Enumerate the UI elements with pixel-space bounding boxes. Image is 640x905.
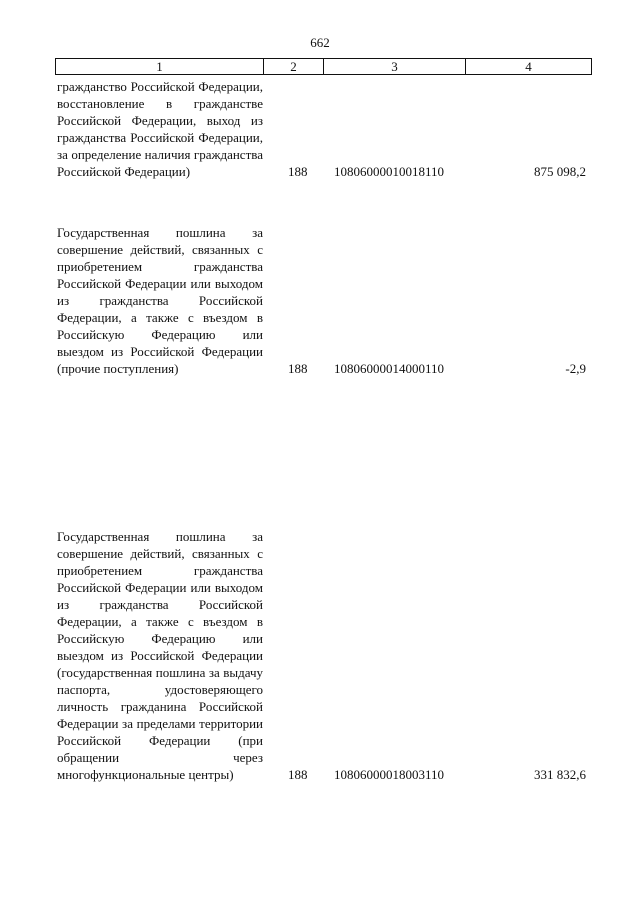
amount: 331 832,6 xyxy=(534,767,586,782)
column-header-1: 1 xyxy=(56,59,264,74)
row-description: Государственная пошлина за совершение действий, связанных с приобретением гражданства Российской Федерации или выходом из гражданства Российской Федерации, а также с въездом в Российскую Федерацию или выездом из Российской Федерации (прочие поступления) xyxy=(57,225,263,376)
budget-code: 10806000010018110 xyxy=(334,164,445,179)
row-description: гражданство Российской Федерации, восстановление в гражданстве Российской Федерации, выход из гражданства Российской Федерации, за определение наличия гражданства Российской Федерации) xyxy=(57,79,263,179)
column-header-4: 4 xyxy=(525,59,532,74)
budget-code: 10806000014000110 xyxy=(334,361,445,376)
table-row xyxy=(57,528,590,783)
column-header-2: 2 xyxy=(264,59,324,74)
row-description: Государственная пошлина за совершение действий, связанных с приобретением гражданства Российской Федерации или выходом из гражданства Российской Федерации, а также с въездом в Российскую Федерацию или выездом из Российской Федерации (государственная пошлина за выдачу паспорта, удостоверяющего личность гражданина Российской Федерации за пределами территории Российской Федерации (при обращении через многофункциональные центры) xyxy=(57,529,263,782)
admin-code: 188 xyxy=(288,767,308,782)
column-header-3: 3 xyxy=(324,59,466,74)
amount: -2,9 xyxy=(565,361,586,376)
admin-code: 188 xyxy=(288,164,308,179)
table-row xyxy=(57,224,590,377)
table-header xyxy=(55,58,592,75)
budget-code: 10806000018003110 xyxy=(334,767,445,782)
admin-code: 188 xyxy=(288,361,308,376)
page-number: 662 xyxy=(310,35,330,50)
table-row xyxy=(57,78,590,180)
amount: 875 098,2 xyxy=(534,164,586,179)
